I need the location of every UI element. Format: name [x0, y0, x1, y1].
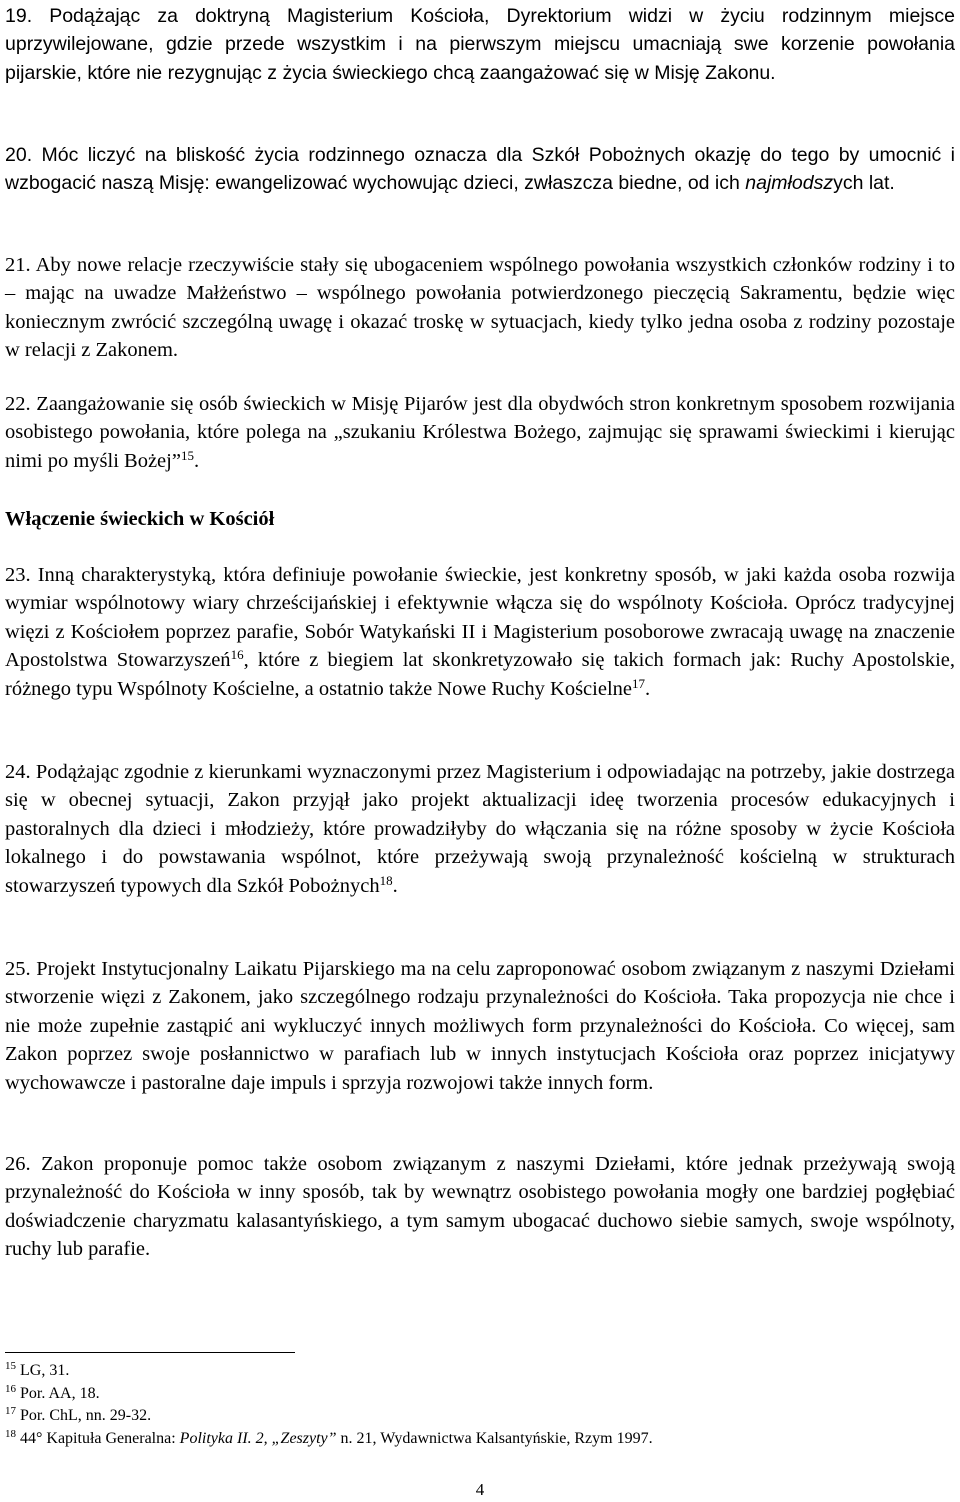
paragraph-26 — [5, 1150, 955, 1264]
paragraph-20 — [5, 141, 955, 198]
footnote-italic: Polityka II. 2, „Zeszyty” — [179, 1429, 337, 1447]
footnote-18 — [5, 1428, 955, 1451]
paragraph-23 — [5, 561, 955, 703]
footnote-text: Por. ChL, nn. 29-32. — [16, 1407, 152, 1424]
paragraph-22-text: 22. Zaangażowanie się osób świeckich w Misję Pijarów jest dla obydwóch stron konkretnym sposobem rozwijania osobistego powołania, które polega na „szukaniu Królestwa Bożego, zajmując się sprawami świeckimi i kierując nimi po myśli Bożej” — [5, 393, 955, 472]
paragraph-21-text: 21. Aby nowe relacje rzeczywiście stały się ubogaceniem wspólnego powołania wszystkich członków rodziny i to – mając na uwadze Małżeństwo – wspólnego powołania potwierdzonego pieczęcią Sakramentu, będzie więc koniecznym zwrócić szczególną uwagę i okazać troskę w sytuacjach, kiedy tylko jedna osoba z rodziny pozostaje w relacji z Zakonem. — [5, 254, 955, 362]
paragraph-22-tail: . — [193, 449, 200, 472]
paragraph-22 — [5, 390, 955, 475]
paragraph-24-tail: . — [392, 874, 398, 897]
footnote-text: Por. AA, 18. — [16, 1384, 100, 1402]
paragraph-24 — [5, 758, 955, 900]
footnote-number: 15 — [5, 1360, 16, 1372]
footnote-number: 16 — [5, 1382, 16, 1395]
footnote-number: 17 — [5, 1405, 16, 1417]
paragraph-20-text: 20. Móc liczyć na bliskość życia rodzinnego oznacza dla Szkół Pobożnych okazję do tego by umocnić i wzbogacić naszą Misję: ewangelizować wychowując dzieci, zwłaszcza biedne, od ich — [5, 144, 955, 195]
footnote-ref-18[interactable]: 18 — [379, 872, 393, 888]
footnote-number: 18 — [5, 1427, 16, 1440]
footnote-ref-15[interactable]: 15 — [180, 447, 194, 463]
page-number: 4 — [475, 1480, 485, 1499]
footnote-text: LG, 31. — [16, 1362, 70, 1379]
footnotes — [5, 1360, 955, 1450]
paragraph-26-text: 26. Zakon proponuje pomoc także osobom związanym z naszymi Dziełami, które jednak przeżywają swoją przynależność do Kościoła w inny sposób, tak by wewnątrz osobistego powołania mogły one bardziej pogłębiać doświadczenie charyzmatu kalasantyńskiego, a tym samym ubogacać duchowo siebie samych, swoje wspólnoty, ruchy lub parafie. — [5, 1153, 955, 1261]
footnote-15 — [5, 1360, 955, 1383]
paragraph-23-tail: . — [645, 677, 651, 700]
paragraph-24-text: 24. Podążając zgodnie z kierunkami wyznaczonymi przez Magisterium i odpowiadając na potrzeby, jakie dostrzega się w obecnej sytuacji, Zakon przyjął jako projekt aktualizacji ideę tworzenia procesów edukacyjnych i pastoralnych dla dzieci i młodzieży, które prowadziłyby do włączania się na różne sposoby w życie Kościoła lokalnego i do powstawania wspólnot, które przeżywają swoją przynależność kościelną w strukturach stowarzyszeń typowych dla Szkół Pobożnych — [5, 761, 955, 897]
section-heading: Włączenie świeckich w Kościół — [5, 508, 275, 530]
paragraph-25-text: 25. Projekt Instytucjonalny Laikatu Pijarskiego ma na celu zaproponować osobom związanym z naszymi Dziełami stworzenie więzi z Zakonem, jako szczególnego rodzaju przynależności do Kościoła. Taka propozycja nie chce i nie może zupełnie zastąpić ani wykluczyć innych możliwych form przynależności do Kościoła. Co więcej, sam Zakon poprzez swoje posłannictwo w parafiach lub w innych instytucjach Kościoła oraz poprzez inicjatywy wychowawcze i pastoralne daje impuls i sprzyja rozwojowi także innych form. — [5, 958, 955, 1094]
paragraph-19-text: 19. Podążając za doktryną Magisterium Kościoła, Dyrektorium widzi w życiu rodzinnym miejsce uprzywilejowane, gdzie przede wszystkim i na pierwszym miejscu umacniają swe korzenie powołania pijarskie, które nie rezygnując z życia świeckiego chcą zaangażować się w Misję Zakonu. — [5, 5, 955, 84]
paragraph-21 — [5, 251, 955, 365]
footnote-17 — [5, 1405, 955, 1428]
footnote-divider — [5, 1352, 295, 1353]
paragraph-25 — [5, 955, 955, 1097]
paragraph-19 — [5, 2, 955, 87]
footnote-16 — [5, 1383, 955, 1406]
footnote-ref-17[interactable]: 17 — [632, 675, 645, 691]
paragraph-20-tail: ych lat. — [833, 172, 895, 195]
footnote-tail: n. 21, Wydawnictwa Kalsantyńskie, Rzym 1997. — [336, 1429, 653, 1447]
footnote-ref-16[interactable]: 16 — [230, 647, 244, 663]
footnote-text: 44° Kapituła Generalna: — [16, 1429, 180, 1447]
paragraph-23-text-2: , które z biegiem lat skonkretyzowało się takich formach jak: Ruchy Apostolskie, różnego typu Wspólnoty Kościelne, a ostatnio także Nowe Ruchy Kościelne — [5, 649, 956, 700]
paragraph-20-italic: najmłodsz — [745, 172, 834, 195]
paragraph-23-text-1: 23. Inną charakterystyką, która definiuje powołanie świeckie, jest konkretny sposób, w jaki każda osoba rozwija wymiar wspólnotowy wiary chrześcijańskiej i efektywnie włącza się do wspólnoty Kościoła. Oprócz tradycyjnej więzi z Kościołem poprzez parafie, Sobór Watykański II i Magisterium posoborowe zwracają uwagę na znaczenie Apostolstwa Stowarzyszeń — [5, 564, 955, 672]
